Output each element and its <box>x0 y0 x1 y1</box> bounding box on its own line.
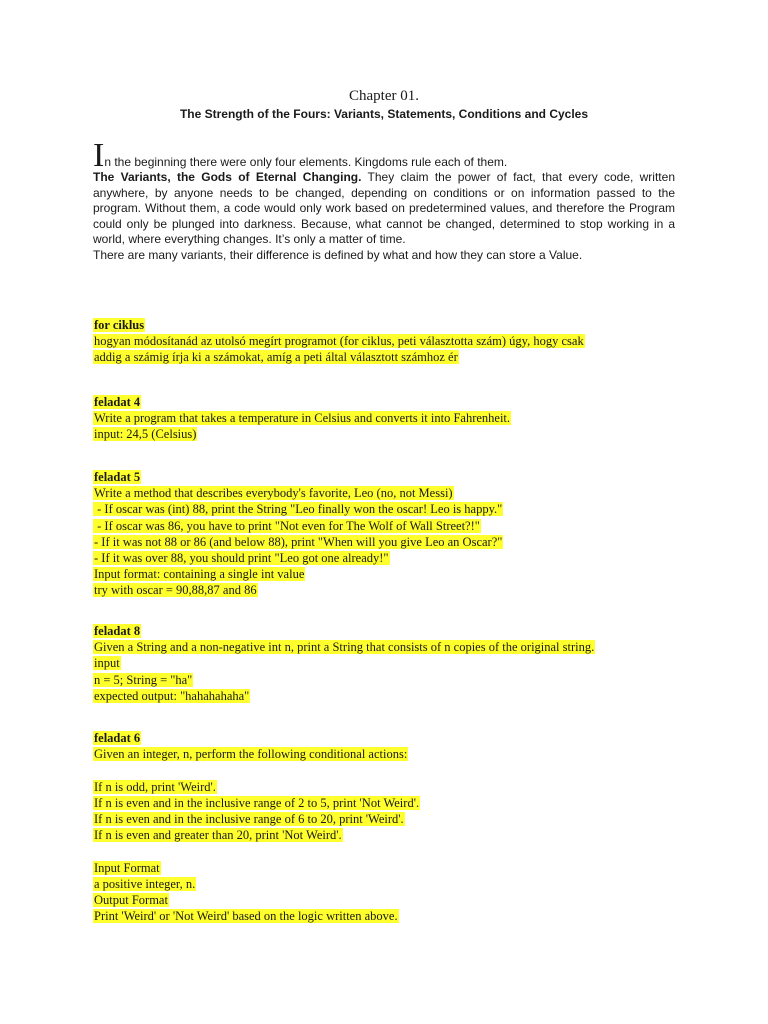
section-feladat-8 <box>93 623 595 704</box>
section-line: If n is even and in the inclusive range of 2 to 5, print 'Not Weird'. <box>94 795 420 810</box>
intro-first-line <box>93 137 675 174</box>
section-line: - If oscar was (int) 88, print the String "Leo finally won the oscar! Leo is happy." <box>94 502 503 517</box>
document-page <box>93 86 675 924</box>
section-line: Output Format <box>94 893 168 907</box>
section-feladat-6 <box>93 730 420 924</box>
section-for-ciklus <box>93 317 585 366</box>
intro-body: They claim the power of fact, that every code, written anywhere, by anyone needs to be changed, depending on conditions or on information passed to the program. Without them, a code would only work based on predetermined values, and therefore the Program could only be plunged into darkness. Because, what cannot be changed, determined to stop working in a world, where everything changes. It’s only a matter of time. <box>93 170 675 247</box>
section-line: n = 5; String = "ha" <box>94 672 193 687</box>
section-heading: feladat 4 <box>94 395 141 409</box>
section-feladat-4 <box>93 394 511 443</box>
section-heading: feladat 8 <box>94 624 141 638</box>
intro-last-line: There are many variants, their difference is defined by what and how they can store a Value. <box>93 247 583 262</box>
drop-cap: I <box>93 137 105 174</box>
intro-first-text: n the beginning there were only four elements. Kingdoms rule each of them. <box>104 155 508 169</box>
section-line: If n is odd, print 'Weird'. <box>94 779 216 794</box>
section-line: input: 24,5 (Celsius) <box>94 427 197 442</box>
section-line: - If it was not 88 or 86 (and below 88), print "When will you give Leo an Oscar?" <box>94 534 503 549</box>
section-feladat-5 <box>93 469 503 599</box>
chapter-title: Chapter 01. <box>349 88 419 104</box>
section-line: - If it was over 88, you should print "Leo got one already!" <box>94 551 389 566</box>
chapter-subtitle: The Strength of the Fours: Variants, Statements, Conditions and Cycles <box>179 107 589 121</box>
section-line: - If oscar was 86, you have to print "Not even for The Wolf of Wall Street?!" <box>94 518 480 533</box>
section-line: If n is even and greater than 20, print 'Not Weird'. <box>94 828 342 843</box>
section-heading: for ciklus <box>94 318 145 332</box>
section-line: try with oscar = 90,88,87 and 86 <box>94 583 257 598</box>
section-line: If n is even and in the inclusive range of 6 to 20, print 'Weird'. <box>94 812 404 826</box>
section-line: expected output: "hahahahaha" <box>94 688 250 703</box>
section-line: hogyan módosítanád az utolsó megírt programot (for ciklus, peti választotta szám) úgy, hogy csak <box>94 334 584 349</box>
intro-bold-lead: The Variants, the Gods of Eternal Changing. <box>93 170 362 184</box>
section-line: Write a program that takes a temperature in Celsius and converts it into Fahrenheit. <box>94 411 511 426</box>
section-line: Input Format <box>94 860 160 875</box>
section-line: Write a method that describes everybody's favorite, Leo (no, not Messi) <box>94 486 453 501</box>
intro-paragraph <box>93 170 675 248</box>
section-heading: feladat 6 <box>94 731 141 745</box>
section-line: Given a String and a non-negative int n, print a String that consists of n copies of the original string. <box>94 640 595 655</box>
section-line: Input format: containing a single int value <box>94 567 305 582</box>
section-line: Given an integer, n, perform the following conditional actions: <box>94 747 408 762</box>
section-line: Print 'Weird' or 'Not Weird' based on the logic written above. <box>94 909 398 924</box>
section-line: addig a számig írja ki a számokat, amíg a peti által választott számhoz ér <box>94 350 458 365</box>
section-line: input <box>94 656 120 671</box>
section-line: a positive integer, n. <box>94 876 196 891</box>
section-heading: feladat 5 <box>94 470 141 484</box>
